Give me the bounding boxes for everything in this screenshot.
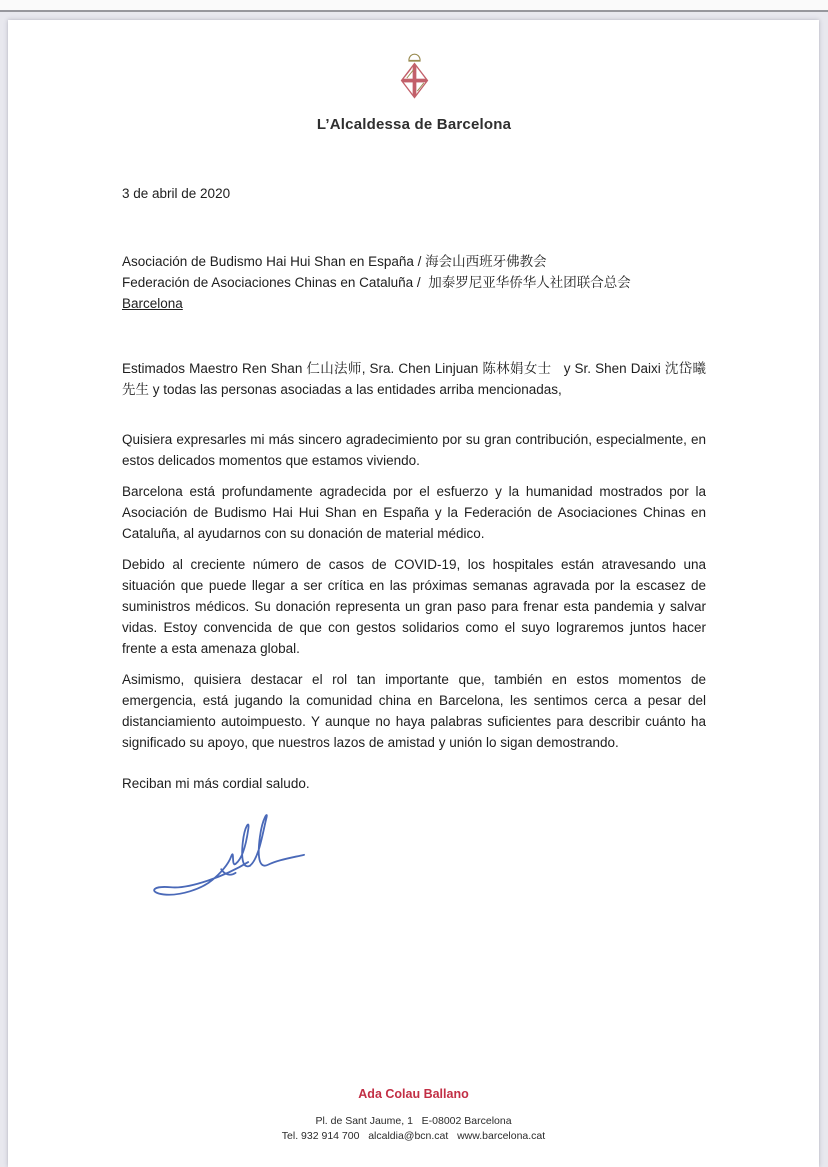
paragraph-4: Asimismo, quisiera destacar el rol tan importante que, también en estos momentos de emergencia, está jugando la comunidad china en Barcelona, les sentimos cerca a pesar del distanciamiento autoimpuesto. Y aunque no haya palabras suficientes para describir cuánto ha significado su apoyo, que nuestros lazos de amistad y unión lo sigan demostrando. <box>122 672 706 750</box>
recipient-block <box>122 251 706 314</box>
signer-name: Ada Colau Ballano <box>358 1087 469 1101</box>
letter-header <box>122 20 706 135</box>
letter-page <box>8 20 819 1167</box>
letter-date: 3 de abril de 2020 <box>122 186 231 201</box>
handwritten-signature-icon <box>142 806 706 907</box>
recipient-line-1: Asociación de Budismo Hai Hui Shan en España / 海会山西班牙佛教会 <box>122 254 547 269</box>
footer-contact: Tel. 932 914 700 alcaldia@bcn.cat www.barcelona.cat <box>281 1130 546 1142</box>
org-title: L’Alcaldessa de Barcelona <box>316 116 512 133</box>
viewer-top-strip <box>0 0 828 12</box>
recipient-line-2: Federación de Asociaciones Chinas en Cataluña / 加泰罗尼亚华侨华人社团联合总会 <box>122 275 631 290</box>
letter-footer <box>8 1087 819 1144</box>
paragraph-3: Debido al creciente número de casos de COVID-19, los hospitales están atravesando una situación que puede llegar a ser crítica en las próximas semanas agravada por la escasez de suministros médicos. Su donación representa un gran paso para frenar esta pandemia y salvar vidas. Estoy convencida de que con gestos solidarios como el suyo lograremos juntos hacer frente a esta amenaza global. <box>122 557 706 656</box>
recipient-city: Barcelona <box>122 296 183 311</box>
barcelona-coat-of-arms-icon <box>398 53 431 100</box>
closing-line: Reciban mi más cordial saludo. <box>122 776 310 791</box>
salutation: Estimados Maestro Ren Shan 仁山法师, Sra. Chen Linjuan 陈林娟女士 y Sr. Shen Daixi 沈岱曦先生 y todas las personas asociadas a las entidades arriba mencionadas, <box>122 361 706 397</box>
paragraph-2: Barcelona está profundamente agradecida por el esfuerzo y la humanidad mostrados por la Asociación de Budismo Hai Hui Shan en España y la Federación de Asociaciones Chinas en Cataluña, al ayudarnos con su donación de material médico. <box>122 484 706 541</box>
footer-address: Pl. de Sant Jaume, 1 E-08002 Barcelona <box>315 1115 512 1127</box>
letter-content <box>8 20 819 907</box>
paragraph-1: Quisiera expresarles mi más sincero agradecimiento por su gran contribución, especialmente, en estos delicados momentos que estamos viviendo. <box>122 432 706 468</box>
